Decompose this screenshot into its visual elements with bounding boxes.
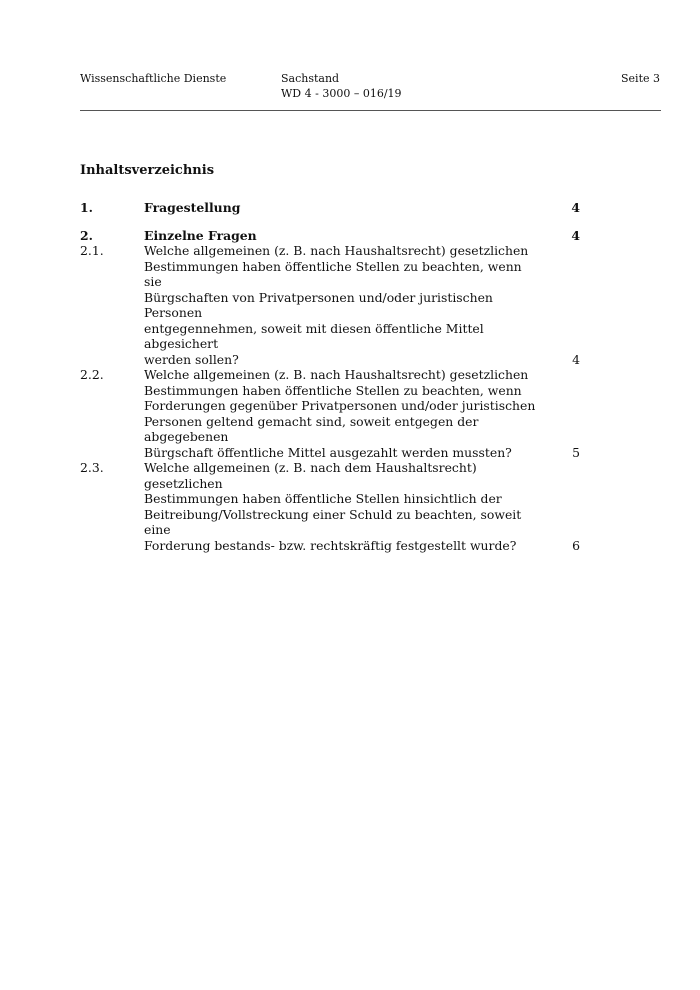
header-organization: Wissenschaftliche Dienste: [80, 72, 227, 85]
toc-entry-line: Bestimmungen haben öffentliche Stellen hinsichtlich der: [144, 491, 502, 506]
toc-entry-line: Forderungen gegenüber Privatpersonen und/oder juristischen: [144, 398, 536, 413]
toc-entry-number: 2.1.: [80, 243, 104, 258]
toc-entry-line: Bürgschaften von Privatpersonen und/oder juristischen Personen: [144, 289, 493, 320]
toc-heading: Inhaltsverzeichnis: [80, 163, 215, 178]
header-doc-type: Sachstand: [281, 72, 340, 85]
header-doc-number: WD 4 - 3000 – 016/19: [281, 87, 402, 100]
toc-entry-title: [144, 200, 540, 216]
toc-entry-line: Einzelne Fragen: [144, 227, 257, 243]
toc-entry-line: Bürgschaft öffentliche Mittel ausgezahlt werden mussten?: [144, 444, 512, 460]
toc-entry[interactable]: [80, 367, 580, 460]
toc-entry-line: Forderung bestands- bzw. rechtskräftig festgestellt wurde?: [144, 537, 517, 553]
toc-entry-page: 4: [571, 227, 580, 243]
toc-entry[interactable]: [80, 460, 580, 553]
toc-entry-number: 1.: [80, 200, 93, 215]
toc-entry-page: 4: [571, 200, 580, 215]
toc-entry-line: Bestimmungen haben öffentliche Stellen zu beachten, wenn: [144, 382, 522, 398]
table-of-contents: [80, 200, 580, 553]
toc-entry[interactable]: [80, 228, 580, 244]
toc-entry-line: werden sollen?: [144, 351, 239, 367]
toc-entry-line: Welche allgemeinen (z. B. nach Haushaltsrecht) gesetzlichen: [144, 243, 529, 258]
toc-entry-line: Welche allgemeinen (z. B. nach dem Haushaltsrecht) gesetzlichen: [144, 460, 477, 491]
toc-entry-title: [144, 367, 540, 460]
toc-entry-line: Bestimmungen haben öffentliche Stellen zu beachten, wenn sie: [144, 258, 522, 289]
toc-entry-number: 2.3.: [80, 460, 104, 475]
toc-entry[interactable]: [80, 200, 580, 216]
toc-entry-page: 4: [572, 351, 580, 367]
toc-entry-line: Welche allgemeinen (z. B. nach Haushaltsrecht) gesetzlichen: [144, 367, 529, 382]
toc-entry-number: 2.: [80, 227, 93, 243]
toc-entry-number: 2.2.: [80, 367, 104, 382]
toc-entry[interactable]: [80, 243, 580, 367]
toc-entry-title: [144, 460, 540, 553]
toc-entry-line: Personen geltend gemacht sind, soweit entgegen der abgegebenen: [144, 413, 479, 444]
toc-entry-line: Fragestellung: [144, 200, 241, 215]
header-document-info: [281, 71, 402, 101]
toc-entry-line: entgegennehmen, soweit mit diesen öffentliche Mittel abgesichert: [144, 320, 484, 351]
toc-entry-page: 6: [572, 537, 580, 553]
toc-entry-title: [144, 228, 540, 244]
toc-entry-title: [144, 243, 540, 367]
toc-entry-page: 5: [572, 444, 580, 460]
header-divider: [80, 110, 661, 111]
header-page-number: Seite 3: [621, 72, 660, 85]
toc-entry-line: Beitreibung/Vollstreckung einer Schuld zu beachten, soweit eine: [144, 506, 522, 537]
